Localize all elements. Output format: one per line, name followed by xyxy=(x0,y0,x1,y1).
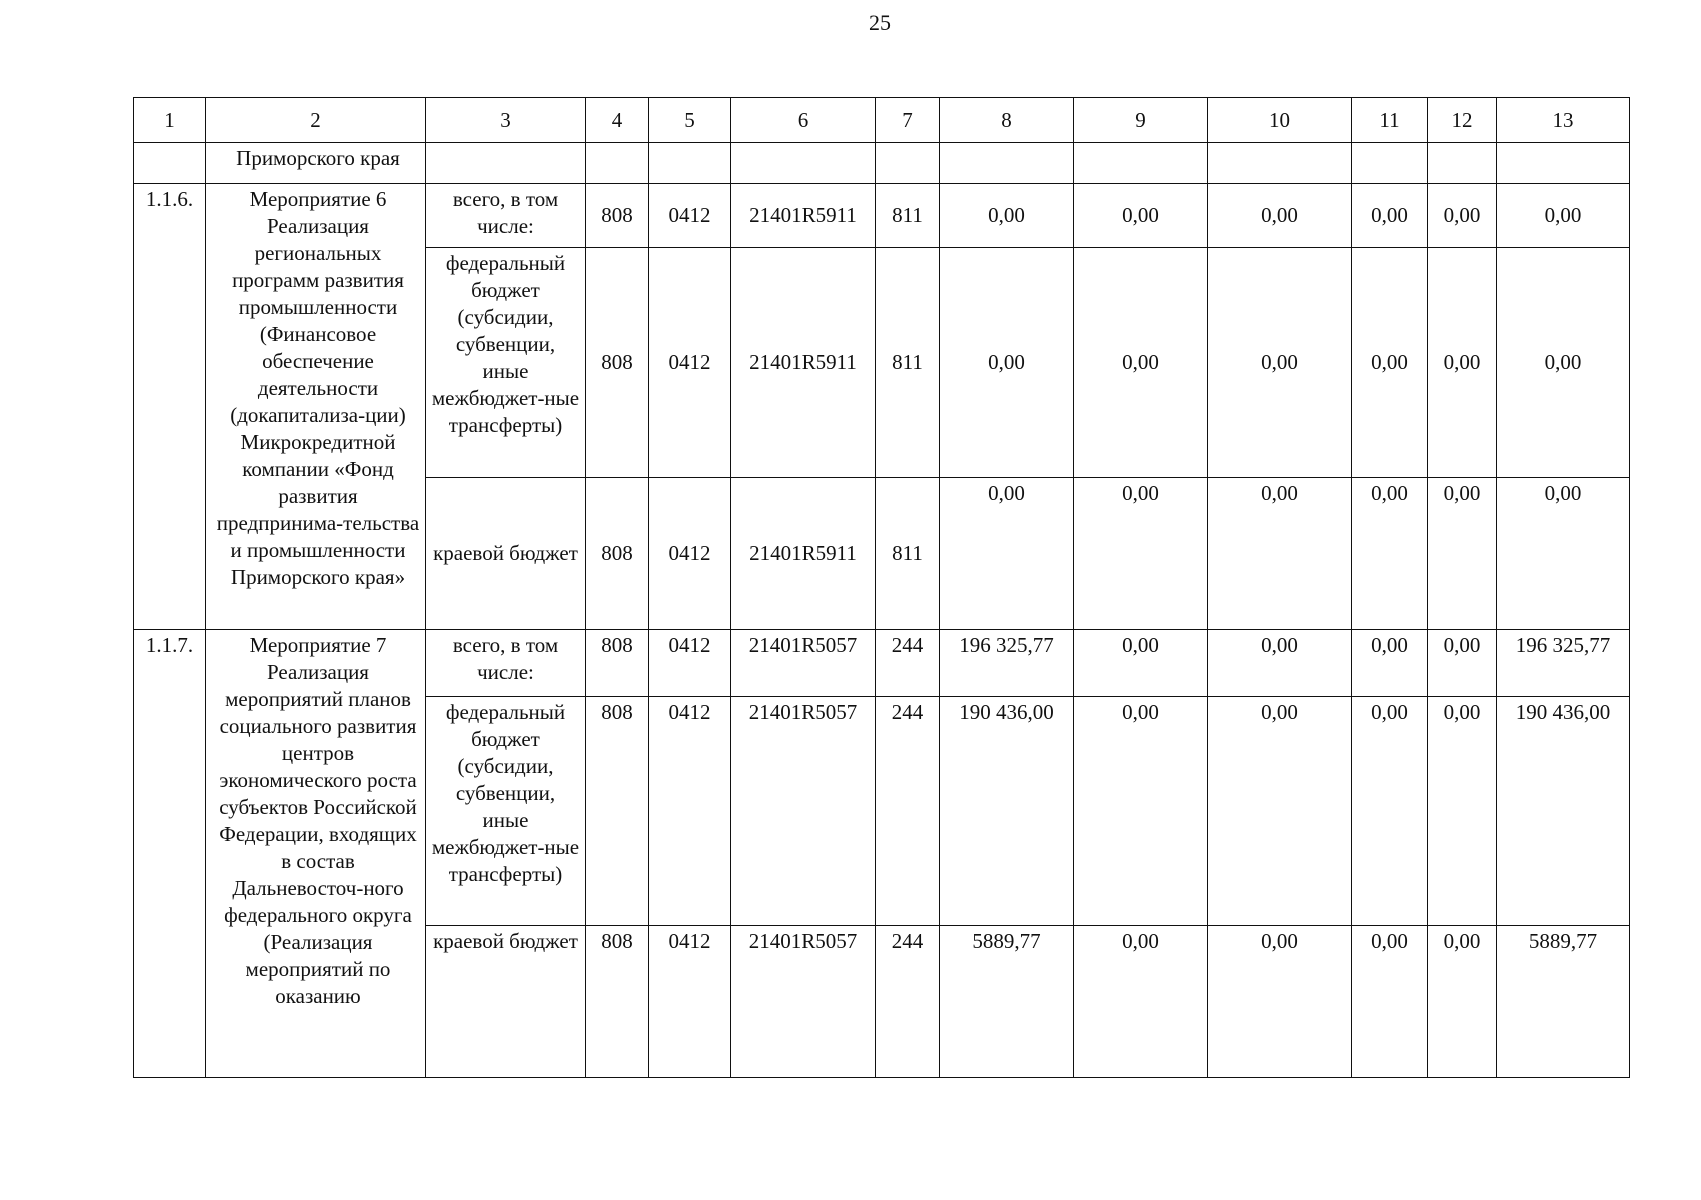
value-cell: 21401R5057 xyxy=(731,926,876,1078)
value-cell: 0,00 xyxy=(1208,248,1352,478)
value-cell: 0,00 xyxy=(1074,926,1208,1078)
value-cell: 0,00 xyxy=(1208,697,1352,926)
source-cell: краевой бюджет xyxy=(426,478,586,630)
value-cell: 0,00 xyxy=(1352,184,1428,248)
value-cell: 811 xyxy=(876,248,940,478)
value-cell: 0,00 xyxy=(1428,248,1497,478)
value-cell: 808 xyxy=(586,248,649,478)
empty-cell xyxy=(426,143,586,184)
empty-cell xyxy=(876,143,940,184)
table-header-row xyxy=(134,98,1630,143)
empty-cell xyxy=(1074,143,1208,184)
item-name: Мероприятие 6 Реализация региональных программ развития промышленности (Финансовое обеспечение деятельности (докапитализа-ции) Микрокредитной компании «Фонд развития предпринима-тельства и промышленности Приморского края» xyxy=(206,184,426,630)
value-cell: 0,00 xyxy=(1497,248,1630,478)
value-cell: 21401R5911 xyxy=(731,478,876,630)
value-cell: 190 436,00 xyxy=(940,697,1074,926)
value-cell: 21401R5057 xyxy=(731,630,876,697)
value-cell: 0,00 xyxy=(1352,926,1428,1078)
value-cell: 21401R5911 xyxy=(731,184,876,248)
item-name: Мероприятие 7 Реализация мероприятий планов социального развития центров экономического роста субъектов Российской Федерации, входящих в состав Дальневосточ-ного федерального округа (Реализация мероприятий по оказанию xyxy=(206,630,426,1078)
value-cell: 808 xyxy=(586,697,649,926)
value-cell: 0,00 xyxy=(1428,184,1497,248)
source-cell: всего, в том числе: xyxy=(426,630,586,697)
value-cell: 196 325,77 xyxy=(1497,630,1630,697)
empty-cell xyxy=(1208,143,1352,184)
value-cell: 0412 xyxy=(649,697,731,926)
source-cell: всего, в том числе: xyxy=(426,184,586,248)
header-cell: 1 xyxy=(134,98,206,143)
value-cell: 808 xyxy=(586,926,649,1078)
value-cell: 0,00 xyxy=(1208,478,1352,630)
name-cell: Приморского края xyxy=(206,143,426,184)
value-cell: 0,00 xyxy=(1352,478,1428,630)
header-cell: 9 xyxy=(1074,98,1208,143)
empty-cell xyxy=(586,143,649,184)
empty-cell xyxy=(1352,143,1428,184)
value-cell: 21401R5057 xyxy=(731,697,876,926)
header-cell: 13 xyxy=(1497,98,1630,143)
value-cell: 0,00 xyxy=(1352,697,1428,926)
table-row xyxy=(134,630,1630,697)
value-cell: 244 xyxy=(876,697,940,926)
value-cell: 5889,77 xyxy=(940,926,1074,1078)
value-cell: 0,00 xyxy=(1497,478,1630,630)
value-cell: 0,00 xyxy=(1428,478,1497,630)
value-cell: 244 xyxy=(876,630,940,697)
source-cell: федеральный бюджет (субсидии, субвенции, иные межбюджет-ные трансферты) xyxy=(426,248,586,478)
table-row xyxy=(134,184,1630,248)
number-cell xyxy=(134,143,206,184)
header-cell: 8 xyxy=(940,98,1074,143)
value-cell: 0,00 xyxy=(1074,184,1208,248)
value-cell: 244 xyxy=(876,926,940,1078)
value-cell: 808 xyxy=(586,630,649,697)
header-cell: 5 xyxy=(649,98,731,143)
value-cell: 808 xyxy=(586,478,649,630)
value-cell: 0,00 xyxy=(1428,926,1497,1078)
empty-cell xyxy=(649,143,731,184)
header-cell: 12 xyxy=(1428,98,1497,143)
source-cell: федеральный бюджет (субсидии, субвенции, иные межбюджет-ные трансферты) xyxy=(426,697,586,926)
value-cell: 808 xyxy=(586,184,649,248)
value-cell: 0,00 xyxy=(1497,184,1630,248)
value-cell: 0,00 xyxy=(1428,697,1497,926)
item-number: 1.1.7. xyxy=(134,630,206,1078)
table-row-continuation xyxy=(134,143,1630,184)
header-cell: 3 xyxy=(426,98,586,143)
header-cell: 7 xyxy=(876,98,940,143)
value-cell: 0,00 xyxy=(1428,630,1497,697)
value-cell: 811 xyxy=(876,184,940,248)
page-number: 25 xyxy=(869,10,891,35)
header-cell: 10 xyxy=(1208,98,1352,143)
value-cell: 0412 xyxy=(649,926,731,1078)
header-cell: 4 xyxy=(586,98,649,143)
value-cell: 0,00 xyxy=(1208,926,1352,1078)
value-cell: 0412 xyxy=(649,478,731,630)
value-cell: 0,00 xyxy=(1074,630,1208,697)
value-cell: 0,00 xyxy=(1074,248,1208,478)
value-cell: 5889,77 xyxy=(1497,926,1630,1078)
value-cell: 0,00 xyxy=(940,478,1074,630)
header-cell: 11 xyxy=(1352,98,1428,143)
value-cell: 0,00 xyxy=(940,184,1074,248)
empty-cell xyxy=(1497,143,1630,184)
header-cell: 6 xyxy=(731,98,876,143)
empty-cell xyxy=(1428,143,1497,184)
value-cell: 190 436,00 xyxy=(1497,697,1630,926)
empty-cell xyxy=(940,143,1074,184)
value-cell: 0412 xyxy=(649,630,731,697)
value-cell: 21401R5911 xyxy=(731,248,876,478)
source-cell: краевой бюджет xyxy=(426,926,586,1078)
value-cell: 811 xyxy=(876,478,940,630)
value-cell: 0,00 xyxy=(940,248,1074,478)
budget-table xyxy=(133,97,1630,1078)
item-number: 1.1.6. xyxy=(134,184,206,630)
value-cell: 0412 xyxy=(649,248,731,478)
empty-cell xyxy=(731,143,876,184)
value-cell: 0,00 xyxy=(1352,248,1428,478)
value-cell: 196 325,77 xyxy=(940,630,1074,697)
value-cell: 0,00 xyxy=(1208,630,1352,697)
value-cell: 0,00 xyxy=(1074,697,1208,926)
value-cell: 0,00 xyxy=(1074,478,1208,630)
value-cell: 0,00 xyxy=(1208,184,1352,248)
value-cell: 0412 xyxy=(649,184,731,248)
header-cell: 2 xyxy=(206,98,426,143)
value-cell: 0,00 xyxy=(1352,630,1428,697)
